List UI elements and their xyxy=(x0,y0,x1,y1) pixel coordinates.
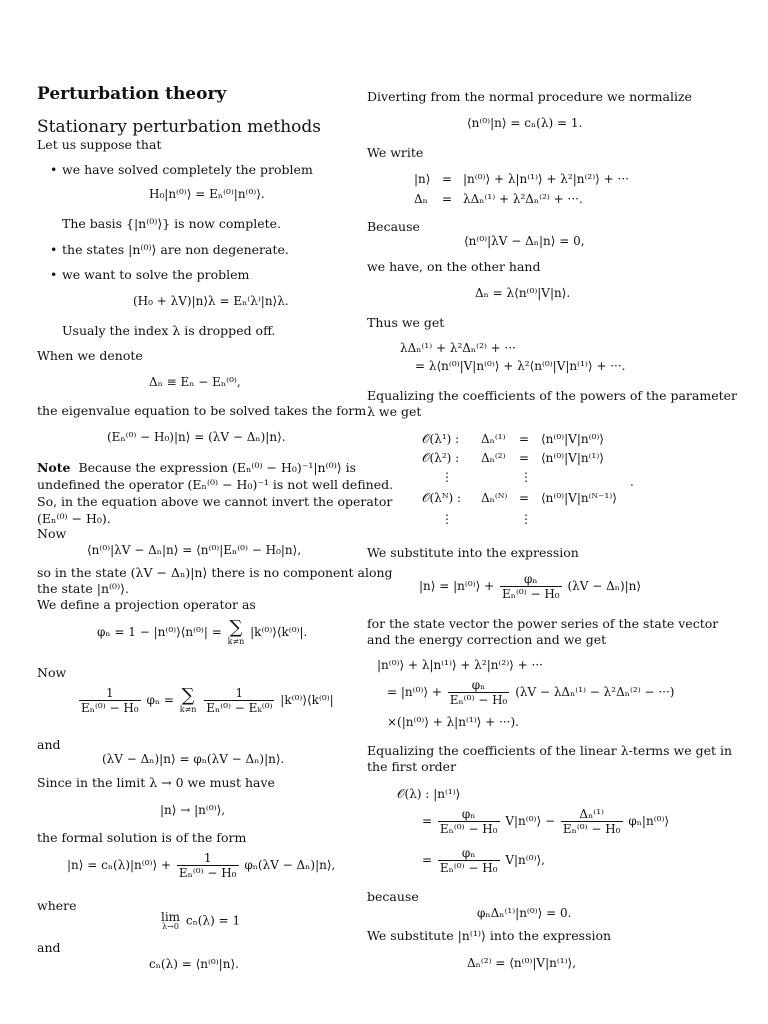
equation-part: |n⟩ = cₙ(λ)|n⁽⁰⁾⟩ + xyxy=(67,858,172,872)
paragraph: we have, on the other hand xyxy=(367,259,541,274)
equation xyxy=(422,807,669,836)
sum-index: k≠n xyxy=(227,637,245,646)
equation xyxy=(422,846,545,875)
equation-part: cₙ(λ) = 1 xyxy=(185,913,241,928)
period: . xyxy=(630,475,634,489)
bullet-item: • we want to solve the problem xyxy=(62,267,249,283)
equation-part: |n⟩ = |n⁽⁰⁾⟩ + xyxy=(419,579,495,593)
paragraph: because xyxy=(367,889,419,904)
equation-part: (λV − Δₙ)|n⟩ xyxy=(567,579,642,593)
paragraph: We write xyxy=(367,145,424,160)
paragraph: for the state vector the power series of the state vector xyxy=(367,616,719,631)
equation xyxy=(97,619,307,646)
paragraph: Since in the limit λ → 0 we must have xyxy=(37,775,275,790)
equals-sign: = xyxy=(519,491,530,505)
equation-part: |k⁽⁰⁾⟩⟨k⁽⁰⁾|. xyxy=(250,625,308,639)
equation: = λ⟨n⁽⁰⁾|V|n⁽⁰⁾⟩ + λ²⟨n⁽⁰⁾|V|n⁽¹⁾⟩ + ···. xyxy=(415,359,626,373)
equation: cₙ(λ) = ⟨n⁽⁰⁾|n⟩. xyxy=(149,957,239,971)
paragraph: Now xyxy=(37,665,67,680)
equation-rhs: λΔₙ⁽¹⁾ + λ²Δₙ⁽²⁾ + ···. xyxy=(463,192,583,206)
order-delta: Δₙ⁽²⁾ xyxy=(481,451,506,465)
vdots: ⋮ xyxy=(520,512,532,526)
fraction: $\frac{1}{\text{Eₙ⁽⁰⁾ − Eₖ⁽⁰⁾}}$ xyxy=(206,686,273,715)
vdots: ⋮ xyxy=(520,470,532,484)
fraction: $\frac{\text{φₙ}}{\text{Eₙ⁽⁰⁾ − H₀}}$ xyxy=(439,807,498,836)
equation: (λV − Δₙ)|n⟩ = φₙ(λV − Δₙ)|n⟩. xyxy=(102,752,285,766)
equation-part: |k⁽⁰⁾⟩⟨k⁽⁰⁾| xyxy=(280,693,334,707)
equation: Δₙ⁽²⁾ = ⟨n⁽⁰⁾|V|n⁽¹⁾⟩, xyxy=(467,956,577,970)
paragraph: We define a projection operator as xyxy=(37,597,256,612)
section-heading: Stationary perturbation methods xyxy=(37,117,321,137)
order-label: 𝒪(λᴺ) : xyxy=(422,491,461,505)
fraction: $\frac{\text{φₙ}}{\text{Eₙ⁽⁰⁾ − H₀}}$ xyxy=(449,678,508,707)
equation: |n⁽⁰⁾⟩ + λ|n⁽¹⁾⟩ + λ²|n⁽²⁾⟩ + ··· xyxy=(377,658,543,672)
equation-rhs: |n⁽⁰⁾⟩ + λ|n⁽¹⁾⟩ + λ²|n⁽²⁾⟩ + ··· xyxy=(463,172,629,186)
paragraph: Now xyxy=(37,526,67,541)
order-rhs: ⟨n⁽⁰⁾|V|n⁽ᴺ⁻¹⁾⟩ xyxy=(541,491,617,505)
vdots: ⋮ xyxy=(441,512,453,526)
paragraph: the first order xyxy=(367,759,457,774)
equation-part: V|n⁽⁰⁾⟩, xyxy=(505,853,545,867)
paragraph: so in the state (λV − Δₙ)|n⟩ there is no component along xyxy=(37,565,393,580)
equation xyxy=(419,572,641,601)
equation xyxy=(387,678,674,707)
equation-part: φₙ|n⁽⁰⁾⟩ xyxy=(628,814,670,828)
equation-part: V|n⁽⁰⁾⟩ − xyxy=(505,814,556,828)
bullet-item: • the states |n⁽⁰⁾⟩ are non degenerate. xyxy=(62,242,289,258)
paragraph: and the energy correction and we get xyxy=(367,632,607,647)
paragraph: and xyxy=(37,940,61,955)
equation: ⟨n⁽⁰⁾|λV − Δₙ|n⟩ = ⟨n⁽⁰⁾|Eₙ⁽⁰⁾ − H₀|n⟩, xyxy=(87,543,302,557)
equation: H₀|n⁽⁰⁾⟩ = Eₙ⁽⁰⁾|n⁽⁰⁾⟩. xyxy=(149,187,265,201)
note-text: So, in the equation above we cannot invert the operator xyxy=(37,494,393,509)
fraction: $\frac{\text{φₙ}}{\text{Eₙ⁽⁰⁾ − H₀}}$ xyxy=(439,846,498,875)
paragraph: the eigenvalue equation to be solved takes the form xyxy=(37,403,367,418)
paragraph: Diverting from the normal procedure we normalize xyxy=(367,89,692,104)
equation: φₙΔₙ⁽¹⁾|n⁽⁰⁾⟩ = 0. xyxy=(477,906,572,920)
paragraph: the formal solution is of the form xyxy=(37,830,247,845)
equation: Δₙ = λ⟨n⁽⁰⁾|V|n⟩. xyxy=(475,286,571,300)
equation xyxy=(77,686,334,715)
equation-part: φₙ = 1 − |n⁽⁰⁾⟩⟨n⁽⁰⁾| = xyxy=(97,625,222,639)
paragraph: and xyxy=(37,737,61,752)
paragraph: where xyxy=(37,898,77,913)
equation-lhs: |n⟩ xyxy=(414,172,431,186)
equation: ⟨n⁽⁰⁾|λV − Δₙ|n⟩ = 0, xyxy=(464,234,585,248)
paragraph: the state |n⁽⁰⁾⟩. xyxy=(37,581,129,596)
paragraph: We substitute |n⁽¹⁾⟩ into the expression xyxy=(367,928,612,943)
order-rhs: ⟨n⁽⁰⁾|V|n⁽⁰⁾⟩ xyxy=(541,432,604,446)
order-rhs: ⟨n⁽⁰⁾|V|n⁽¹⁾⟩ xyxy=(541,451,604,465)
equation: (Eₙ⁽⁰⁾ − H₀)|n⟩ = (λV − Δₙ)|n⟩. xyxy=(107,430,286,444)
note-text: undefined the operator (Eₙ⁽⁰⁾ − H₀)⁻¹ is not well defined. xyxy=(37,477,394,492)
equation-part: = |n⁽⁰⁾⟩ + xyxy=(387,685,442,699)
equals-sign: = xyxy=(422,814,433,828)
paragraph: Thus we get xyxy=(367,315,445,330)
equation-part: φₙ = xyxy=(146,693,174,707)
order-label: 𝒪(λ¹) : xyxy=(422,432,460,446)
order-label: 𝒪(λ²) : xyxy=(422,451,460,465)
paragraph: We substitute into the expression xyxy=(367,545,579,560)
equation: λΔₙ⁽¹⁾ + λ²Δₙ⁽²⁾ + ··· xyxy=(400,341,516,355)
note-label: Note xyxy=(37,460,71,475)
equals-sign: = xyxy=(519,451,530,465)
equals-sign: = xyxy=(442,172,453,186)
order-delta: Δₙ⁽¹⁾ xyxy=(481,432,506,446)
equals-sign: = xyxy=(422,853,433,867)
order-delta: Δₙ⁽ᴺ⁾ xyxy=(481,491,508,505)
note-paragraph xyxy=(37,460,356,476)
page-title: Perturbation theory xyxy=(37,84,227,104)
equation: Δₙ ≡ Eₙ − Eₙ⁽⁰⁾, xyxy=(149,375,241,389)
sum-symbol: ∑ k≠n xyxy=(227,617,245,646)
fraction: $\frac{1}{\text{Eₙ⁽⁰⁾ − H₀}}$ xyxy=(178,851,237,880)
equals-sign: = xyxy=(442,192,453,206)
paragraph: Usualy the index λ is dropped off. xyxy=(62,323,276,338)
fraction: $\frac{1}{\text{Eₙ⁽⁰⁾ − H₀}}$ xyxy=(81,686,139,715)
fraction: $\frac{\text{Δₙ⁽¹⁾}}{\text{Eₙ⁽⁰⁾ − H₀}}$ xyxy=(562,807,621,836)
equals-sign: = xyxy=(519,432,530,446)
equation xyxy=(67,851,335,880)
sum-symbol: ∑ k≠n xyxy=(179,685,197,714)
equation-part: φₙ(λV − Δₙ)|n⟩, xyxy=(244,858,336,872)
equation-lhs: Δₙ xyxy=(414,192,428,206)
paragraph: The basis {|n⁽⁰⁾⟩} is now complete. xyxy=(62,216,281,231)
paragraph: λ we get xyxy=(367,404,422,419)
equation-part: (λV − λΔₙ⁽¹⁾ − λ²Δₙ⁽²⁾ − ···) xyxy=(515,685,675,699)
note-text: (Eₙ⁽⁰⁾ − H₀). xyxy=(37,511,111,526)
equation xyxy=(159,911,240,931)
paragraph: When we denote xyxy=(37,348,143,363)
note-text: Because the expression (Eₙ⁽⁰⁾ − H₀)⁻¹|n⁽⁰⁾⟩ is xyxy=(78,460,357,475)
paragraph: Because xyxy=(367,219,420,234)
vdots: ⋮ xyxy=(441,470,453,484)
paragraph: Equalizing the coefficients of the linear λ-terms we get in xyxy=(367,743,733,758)
bullet-item: • we have solved completely the problem xyxy=(62,162,313,178)
limit: lim λ→0 xyxy=(161,910,181,931)
equation: 𝒪(λ) : |n⁽¹⁾⟩ xyxy=(397,787,461,801)
paragraph: Equalizing the coefficients of the powers of the parameter xyxy=(367,388,737,403)
equation: ⟨n⁽⁰⁾|n⟩ = cₙ(λ) = 1. xyxy=(467,116,583,130)
equation: (H₀ + λV)|n⟩λ = Eₙ⁽λ⁾|n⟩λ. xyxy=(133,294,289,308)
paragraph: Let us suppose that xyxy=(37,137,162,152)
equation: |n⟩ → |n⁽⁰⁾⟩, xyxy=(160,803,226,817)
equation: ×(|n⁽⁰⁾⟩ + λ|n⁽¹⁾⟩ + ···). xyxy=(387,715,519,729)
fraction: $\frac{\text{φₙ}}{\text{Eₙ⁽⁰⁾ − H₀}}$ xyxy=(502,572,560,601)
